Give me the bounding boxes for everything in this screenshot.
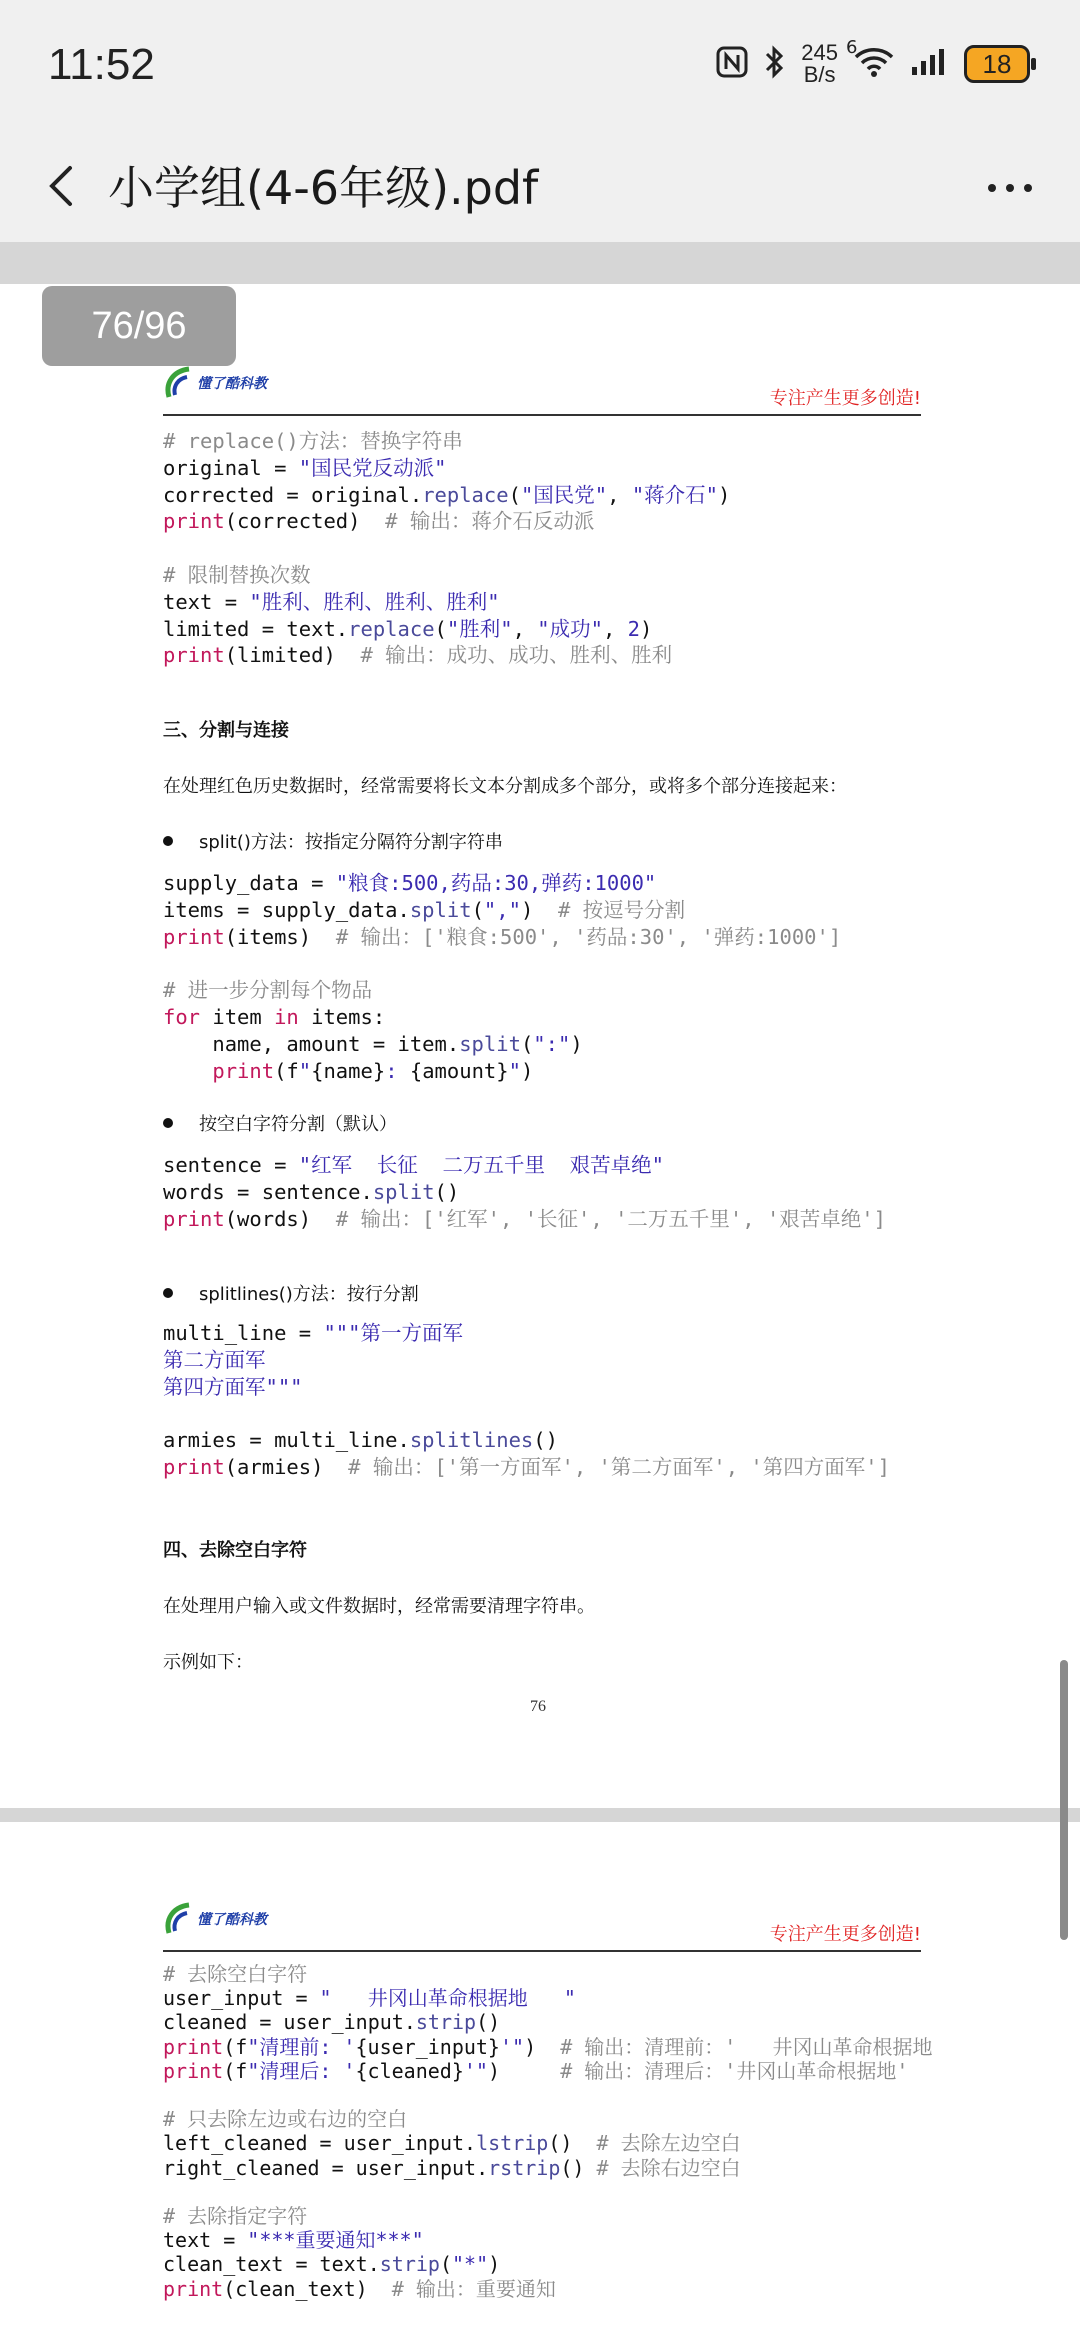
bullet-splitlines: splitlines()方法：按行分割 [163, 1280, 419, 1306]
back-arrow-icon [34, 156, 94, 216]
page-number: 76 [530, 1698, 546, 1715]
paragraph-split-intro: 在处理红色历史数据时，经常需要将长文本分割成多个部分，或将多个部分连接起来： [163, 776, 847, 797]
status-icons [715, 36, 1030, 92]
section-heading-strip: 四、去除空白字符 [163, 1540, 307, 1561]
bullet-whitespace-split: 按空白字符分割（默认） [163, 1110, 397, 1136]
logo-swoosh-icon [163, 363, 193, 403]
network-speed: 245 B/s [801, 40, 838, 87]
code-block-strip: # 去除空白字符 user_input = " 井冈山革命根据地 " cleaned = user_input.strip() print(f"清理前: '{user_input}'") # 输出：清理前：' 井冈山革命根据地 print(f"清理后: '{cleaned}'") # 输出：清理后：'井冈山革命根据地' # 只去除左边或右边的空白 left_cleaned = user_input.lstrip() # 去除左边空白 right_cleaned = user_input.rstrip() # 去除右边空白 # 去除指定字符 text = "***重要通知***" clean_text = text.strip("*") print(clean_text) # 输出：重要通知 [163, 1962, 933, 2301]
status-time: 11:52 [48, 40, 155, 89]
page-header [163, 1894, 921, 1952]
signal-icon [910, 47, 950, 81]
code-block-splitlines: multi_line = """第一方面军 第二方面军 第四方面军""" armies = multi_line.splitlines() print(armies) # 输出：['第一方面军', '第二方面军', '第四方面军'] [163, 1321, 890, 1479]
app-bar [0, 130, 1080, 242]
code-block-replace: # replace()方法：替换字符串 original = "国民党反动派" corrected = original.replace("国民党", "蒋介石") print(corrected) # 输出：蒋介石反动派 # 限制替换次数 text = "胜利、胜利、胜利、胜利" limited = text.replace("胜利", "成功", 2) print(limited) # 输出：成功、成功、胜利、胜利 [163, 429, 731, 668]
page-slogan: 专注产生更多创造! [769, 388, 921, 409]
paragraph-strip-intro: 在处理用户输入或文件数据时，经常需要清理字符串。 [163, 1596, 595, 1617]
scrollbar-thumb[interactable] [1060, 1660, 1068, 1940]
bullet-dot [163, 836, 173, 846]
more-icon [980, 158, 1040, 218]
logo-swoosh-icon [163, 1899, 193, 1939]
status-bar [0, 0, 1080, 130]
page-indicator: 76/96 [42, 286, 236, 366]
more-options-button[interactable] [980, 158, 1040, 218]
battery-indicator: 18 [964, 45, 1030, 83]
publisher-logo: 懂了酷科教 [163, 1894, 267, 1944]
publisher-logo: 懂了酷科教 [163, 358, 267, 408]
pdf-page-77 [0, 1822, 1080, 2342]
nfc-icon [715, 45, 749, 83]
bullet-dot [163, 1118, 173, 1128]
page-header [163, 358, 921, 416]
paragraph-example: 示例如下： [163, 1652, 253, 1673]
bullet-split: split()方法：按指定分隔符分割字符串 [163, 828, 503, 854]
bullet-dot [163, 1288, 173, 1298]
section-heading-split: 三、分割与连接 [163, 720, 289, 741]
bluetooth-icon [763, 44, 787, 84]
pdf-page-76 [0, 284, 1080, 1808]
code-block-whitespace: sentence = "红军 长征 二万五千里 艰苦卓绝" words = sentence.split() print(words) # 输出：['红军', '长征', '二万五千里', '艰苦卓绝'] [163, 1153, 886, 1231]
code-block-split: supply_data = "粮食:500,药品:30,弹药:1000" items = supply_data.split(",") # 按逗号分割 print(items) # 输出：['粮食:500', '药品:30', '弹药:1000'] # 进一步分割每个物品 for item in items: name, amount = item.split(":") print(f"{name}: {amount}") [163, 871, 842, 1083]
back-button[interactable] [34, 156, 94, 216]
page-slogan: 专注产生更多创造! [769, 1924, 921, 1945]
document-title: 小学组(4-6年级).pdf [108, 161, 539, 215]
wifi-icon: 6 [852, 45, 896, 83]
